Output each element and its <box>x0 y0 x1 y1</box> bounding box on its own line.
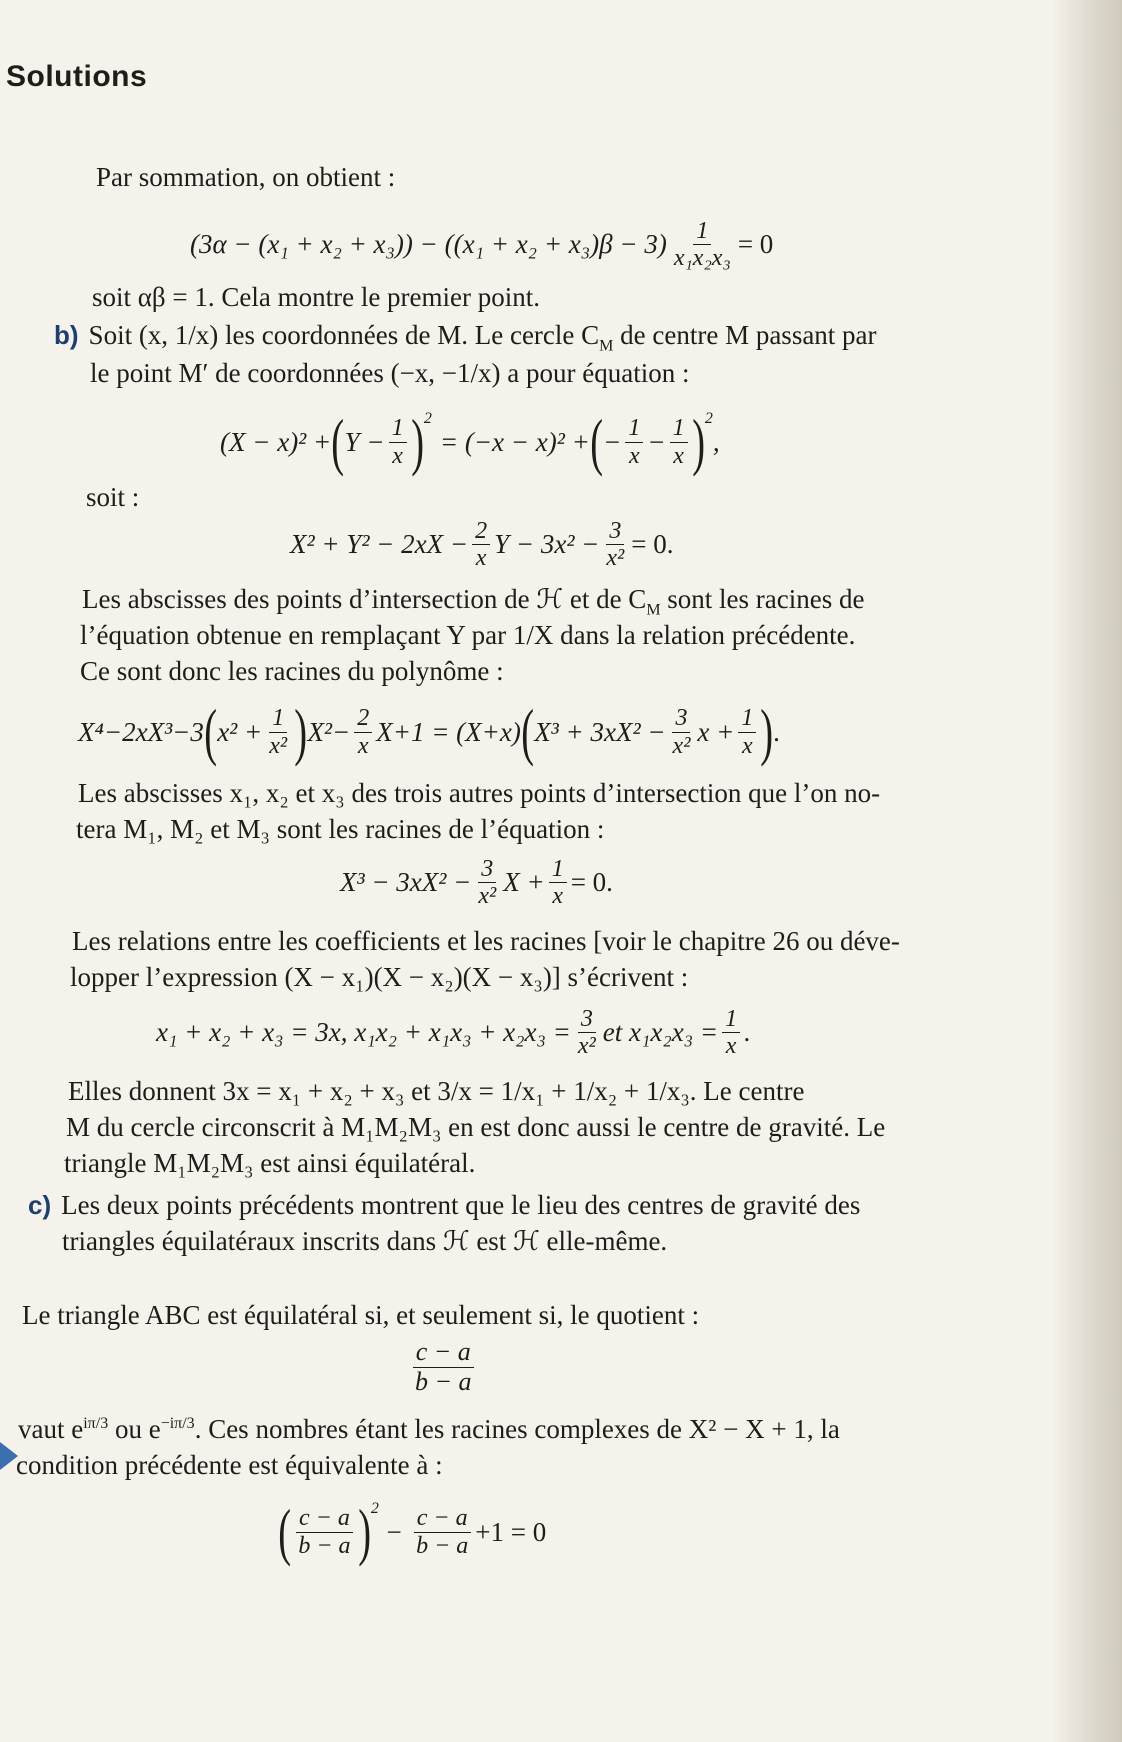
text-line: triangles équilatéraux inscrits dans ℋ est ℋ elle-même. <box>62 1226 668 1256</box>
text-line: Par sommation, on obtient : <box>96 162 396 192</box>
text-line: c) Les deux points précédents montrent que le lieu des centres de gravité des <box>28 1190 861 1220</box>
text-line: soit : <box>86 482 140 512</box>
text-line: Les abscisses des points d’intersection de ℋ et de $C_M$ sont les racines de <box>82 584 865 619</box>
text-line: lopper l’expression (X − x₁)(X − x₂)(X − x₃)] s’écrivent : <box>70 962 689 992</box>
equation-3: X² + Y² − 2xX − $\frac{2}{x}$ Y − 3x² − $\frac{3}{\text{x²}}$ = 0. <box>290 518 674 572</box>
page-header: Solutions <box>6 60 148 93</box>
equation-5: X³ − 3xX² − $\frac{3}{\text{x²}}$ X + $\frac{1}{x}$ = 0. <box>340 856 613 910</box>
text-line: M du cercle circonscrit à M₁M₂M₃ en est donc aussi le centre de gravité. Le <box>66 1112 886 1142</box>
text-line: l’équation obtenue en remplaçant Y par 1/X dans la relation précédente. <box>80 620 856 650</box>
equation-2: (X − x)² + ( Y − $\frac{1}{x}$ ) $^2$ = (−x − x)² + ( − $\frac{1}{x}$ − $\frac{1}{x}$ ) $^2$ , <box>220 406 720 477</box>
text-line: vaut $e^{i\pi/3}$ ou $e^{-i\pi/3}$. Ces nombres étant les racines complexes de X² − X + 1, la <box>18 1414 840 1444</box>
text-line: condition précédente est équivalente à : <box>16 1450 443 1480</box>
equation-7: ( $\frac{c - a}{b - a}$ ) $^2$ − $\frac{c - a}{b - a}$ +1 = 0 <box>278 1496 547 1567</box>
text-line: Ce sont donc les racines du polynôme : <box>80 656 504 686</box>
text-line: soit αβ = 1. Cela montre le premier point. <box>92 282 541 312</box>
page-edge-shadow <box>1052 0 1122 1742</box>
item-label-b: b) <box>54 320 79 350</box>
text-line: Les relations entre les coefficients et les racines [voir le chapitre 26 ou déve- <box>72 926 900 956</box>
text-line: tera M₁, M₂ et M₃ sont les racines de l’équation : <box>76 814 605 844</box>
equation-1: (3α − (x₁ + x₂ + x₃)) − ((x₁ + x₂ + x₃)β − 3) $\frac{1}{\text{x₁x₂x₃}}$ = 0 <box>190 218 774 272</box>
text-line: Les abscisses x₁, x₂ et x₃ des trois autres points d’intersection que l’on no- <box>78 778 881 808</box>
item-label-c: c) <box>28 1190 52 1220</box>
text-line: triangle M₁M₂M₃ est ainsi équilatéral. <box>64 1148 476 1178</box>
text-line: le point M′ de coordonnées (−x, −1/x) a pour équation : <box>90 358 690 388</box>
text-line: Elles donnent 3x = x₁ + x₂ + x₃ et 3/x = 1/x₁ + 1/x₂ + 1/x₃. Le centre <box>68 1076 805 1106</box>
quotient-fraction: $\frac{c - a}{b - a}$ <box>408 1338 479 1396</box>
equation-4: X⁴−2xX³−3 ( x² + $\frac{1}{\text{x²}}$ ) X²− $\frac{2}{x}$ X+1 = (X+x) ( X³ + 3xX² − $\frac{3}{\text{x²}}$ x + $\frac{1}{x}$ ) . <box>78 696 781 767</box>
text-line: Le triangle ABC est équilatéral si, et seulement si, le quotient : <box>22 1300 700 1330</box>
fraction: $\frac{1}{\text{x₁x₂x₃}}$ <box>673 218 731 272</box>
text-line: b) Soit (x, 1/x) les coordonnées de M. Le cercle $C_M$ de centre M passant par <box>54 320 877 355</box>
equation-6: x₁ + x₂ + x₃ = 3x, x₁x₂ + x₁x₃ + x₂x₃ = $\frac{3}{\text{x²}}$ et x₁x₂x₃ = $\frac{1}{x}$ . <box>156 1006 751 1060</box>
